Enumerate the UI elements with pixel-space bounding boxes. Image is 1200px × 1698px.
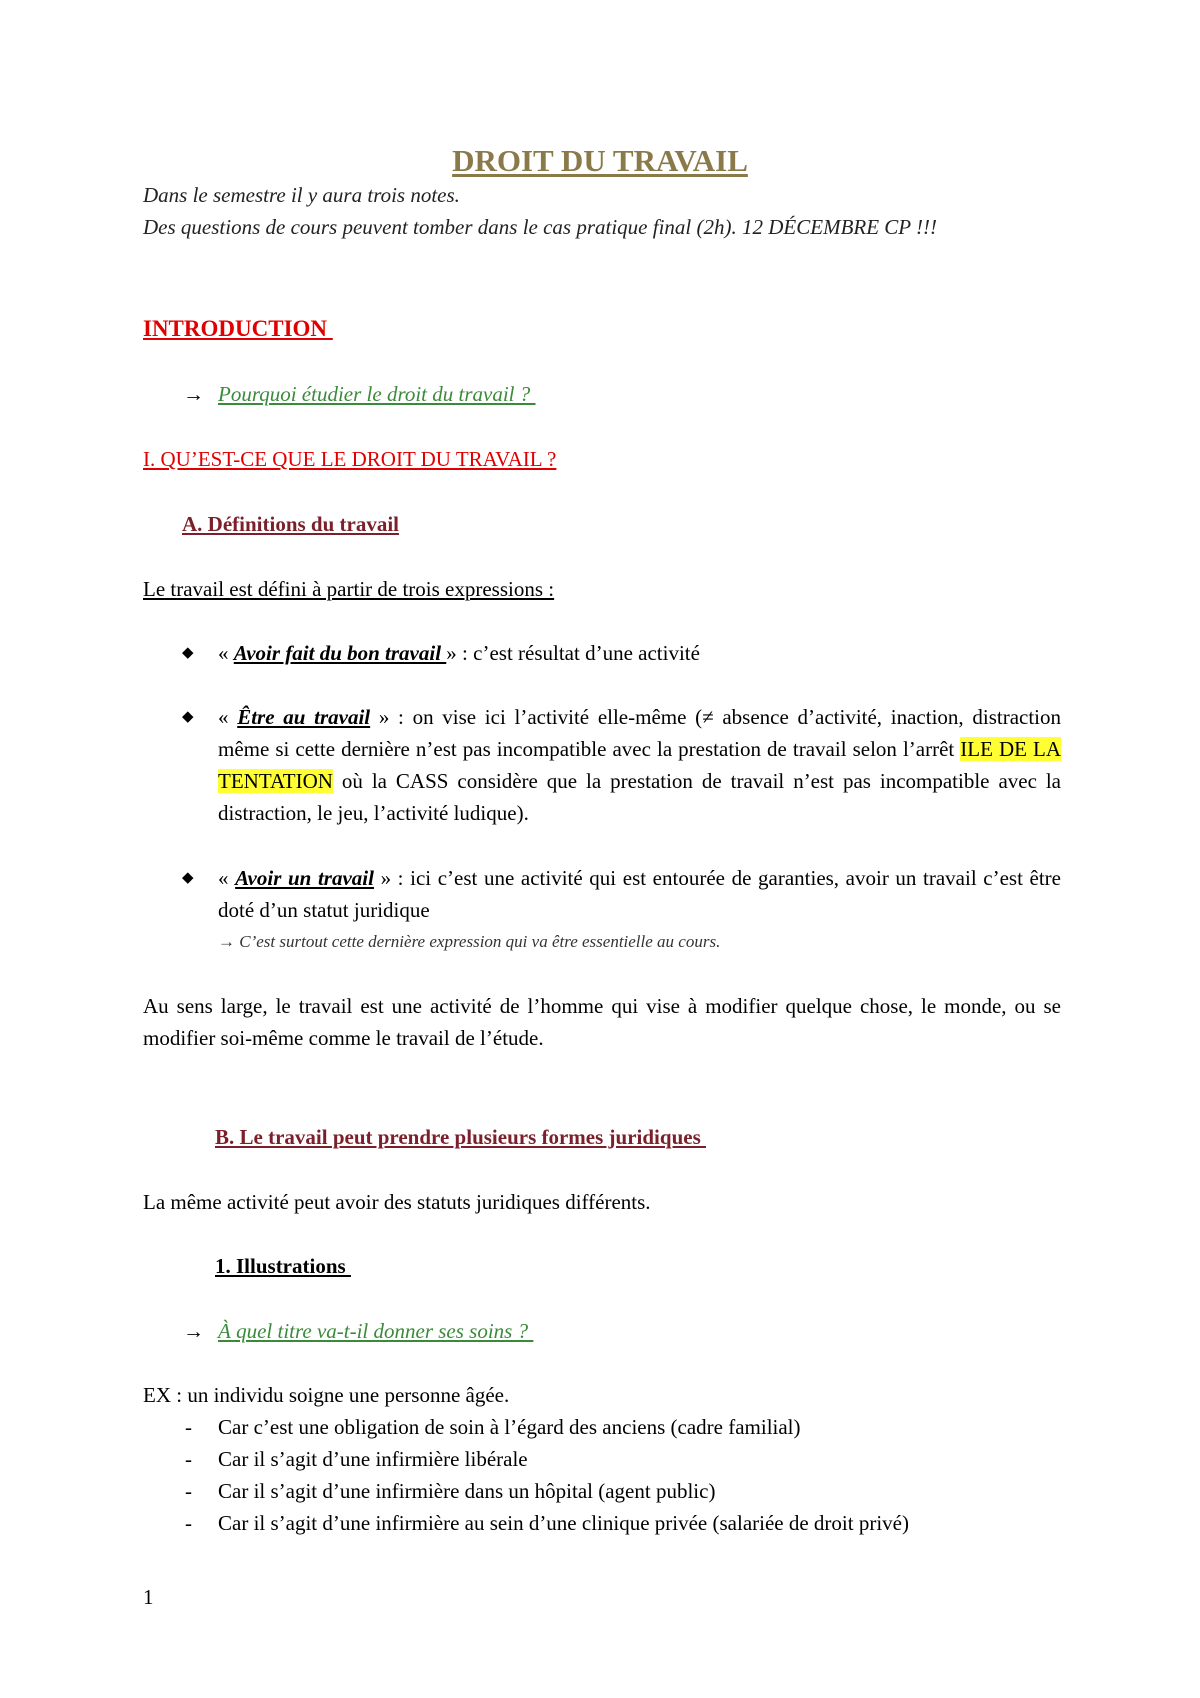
bullet-item-1 [218,637,700,669]
quote-open: « [218,866,236,890]
intro-line-2: Des questions de cours peuvent tomber dans le cas pratique final (2h). 12 DÉCEMBRE CP !!! [143,215,937,239]
list-item: Car il s’agit d’une infirmière libérale [218,1447,528,1471]
diamond-bullet-icon: ◆ [182,870,194,886]
highlighted-case-name: ILE DE LA TENTATION [218,737,1061,793]
bullet-item-2 [218,701,1061,829]
bullet-item-3 [218,862,1061,926]
question-which-title: À quel titre va-t-il donner ses soins ? [218,1319,534,1343]
note-arrow-icon: → [218,932,235,951]
example-text: EX : un individu soigne une personne âgée. [143,1383,510,1407]
bullet-term: Avoir fait du bon travail [233,641,447,665]
arrow-icon: → [183,1319,204,1343]
definition-intro: Le travail est défini à partir de trois expressions : [143,577,555,601]
section-heading-1: I. QU’EST-CE QUE LE DROIT DU TRAVAIL ? [143,447,557,471]
dash-bullet-icon: - [185,1511,192,1535]
bullet-text: » : c’est résultat d’une activité [446,641,700,665]
dash-bullet-icon: - [185,1479,192,1503]
note-text: C’est surtout cette dernière expression qui va être essentielle au cours. [235,932,721,951]
bullet-term: Avoir un travail [235,866,374,890]
bullet-term: Être au travail [237,705,371,729]
same-activity-text: La même activité peut avoir des statuts juridiques différents. [143,1190,651,1214]
diamond-bullet-icon: ◆ [182,709,194,725]
document-title: DROIT DU TRAVAIL [452,143,748,178]
quote-open: « [218,705,238,729]
page-number: 1 [143,1585,154,1609]
question-why-study: Pourquoi étudier le droit du travail ? [218,382,536,406]
illustrations-heading: 1. Illustrations [215,1254,351,1278]
introduction-heading: INTRODUCTION [143,316,333,341]
quote-open: « [218,641,234,665]
subsection-heading-b: B. Le travail peut prendre plusieurs formes juridiques [215,1125,706,1149]
arrow-icon: → [183,382,204,406]
intro-line-1: Dans le semestre il y aura trois notes. [143,183,460,207]
bullet-text: » : on vise ici l’activité elle-même (≠ absence d’activité, inaction, distraction même si cette dernière n’est pas incompatible avec la prestation de travail selon l’arrêt [218,705,1062,761]
list-item: Car il s’agit d’une infirmière au sein d’une clinique privée (salariée de droit privé) [218,1511,909,1535]
subsection-heading-a: A. Définitions du travail [182,512,400,536]
list-item: Car c’est une obligation de soin à l’égard des anciens (cadre familial) [218,1415,801,1439]
diamond-bullet-icon: ◆ [182,645,194,661]
list-item: Car il s’agit d’une infirmière dans un hôpital (agent public) [218,1479,716,1503]
bullet-note [218,930,720,954]
broad-definition: Au sens large, le travail est une activité de l’homme qui vise à modifier quelque chose, le monde, ou se modifier soi-même comme le travail de l’étude. [143,994,1061,1050]
dash-bullet-icon: - [185,1447,192,1471]
bullet-text: » : ici c’est une activité qui est entourée de garanties, avoir un travail c’est être doté d’un statut juridique [218,866,1061,922]
bullet-text-continued: où la CASS considère que la prestation de travail n’est pas incompatible avec la distraction, le jeu, l’activité ludique). [218,769,1061,825]
dash-bullet-icon: - [185,1415,192,1439]
